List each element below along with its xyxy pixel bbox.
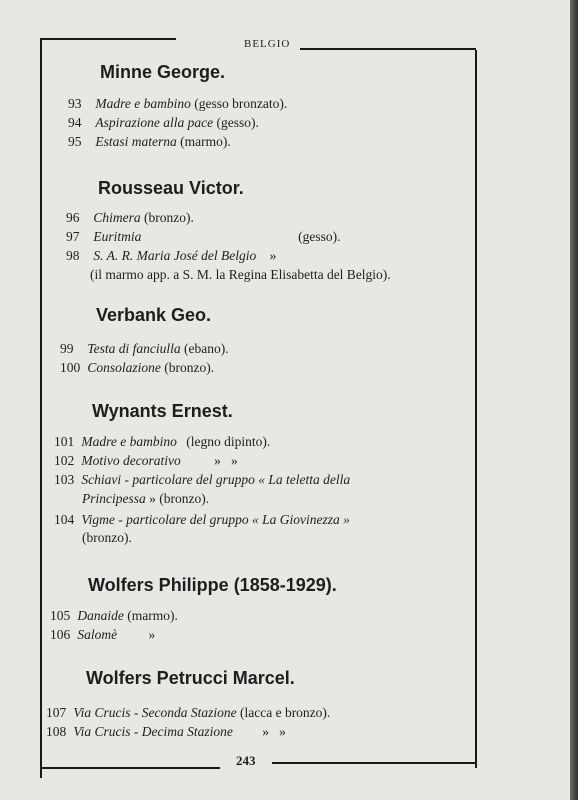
catalog-entry (60, 360, 214, 376)
entry-number: 102 (54, 453, 75, 468)
entry-note: » (269, 248, 277, 263)
entry-number: 108 (46, 724, 67, 739)
entry-number: 93 (68, 96, 82, 111)
book-binding-edge (570, 0, 578, 800)
entry-note: (marmo). (127, 608, 178, 623)
entry-title: Estasi materna (95, 134, 177, 149)
entry-note: (bronzo). (164, 360, 215, 375)
entry-title: Euritmia (93, 229, 142, 244)
entry-number: 104 (54, 512, 75, 527)
catalog-entry (50, 627, 155, 643)
catalog-entry (66, 248, 276, 264)
catalog-entry (68, 96, 287, 112)
entry-number: 95 (68, 134, 82, 149)
entry-title: Via Crucis - Seconda Stazione (73, 705, 237, 720)
catalog-entry (54, 434, 270, 450)
catalog-entry (54, 472, 350, 488)
artist-name: Verbank Geo. (96, 305, 212, 325)
frame-rule-top-left (40, 38, 176, 40)
entry-title: Madre e bambino (81, 434, 177, 449)
artist-name: Wolfers Philippe (1858-1929). (88, 575, 337, 595)
entry-number: 94 (68, 115, 82, 130)
entry-note: (gesso). (298, 229, 341, 244)
entry-title: S. A. R. Maria José del Belgio (93, 248, 257, 263)
entry-number: 96 (66, 210, 80, 225)
entry-number: 107 (46, 705, 67, 720)
entry-title: Danaide (77, 608, 124, 623)
entry-number: 101 (54, 434, 75, 449)
entry-title: Salomè (77, 627, 118, 642)
catalog-entry-continued (82, 530, 132, 546)
entry-title: Chimera (93, 210, 141, 225)
entry-title: Madre e bambino (95, 96, 191, 111)
entry-note: (marmo). (180, 134, 231, 149)
catalog-entry (66, 210, 194, 226)
entry-note: » » (262, 724, 286, 739)
entry-number: 106 (50, 627, 71, 642)
entry-number: 105 (50, 608, 71, 623)
catalog-entry (54, 512, 350, 528)
entry-title: Consolazione (87, 360, 161, 375)
catalog-entry (46, 705, 330, 721)
catalog-entry (46, 724, 286, 740)
entry-note: (gesso bronzato). (194, 96, 288, 111)
entry-note: » » (214, 453, 238, 468)
entry-number: 103 (54, 472, 75, 487)
catalog-entry-continued (90, 267, 391, 283)
entry-number: 98 (66, 248, 80, 263)
entry-note: (legno dipinto). (186, 434, 271, 449)
entry-number: 99 (60, 341, 74, 356)
artist-name: Rousseau Victor. (98, 178, 244, 198)
artist-name: Wynants Ernest. (92, 401, 233, 421)
entry-note: (il marmo app. a S. M. la Regina Elisabetta del Belgio). (90, 267, 391, 282)
page-number: 243 (236, 753, 256, 768)
entry-note: (gesso). (216, 115, 259, 130)
artist-name: Minne George. (100, 62, 226, 82)
entry-note: » (148, 627, 156, 642)
catalog-entry-continued (82, 491, 209, 507)
entry-title: Motivo decorativo (81, 453, 181, 468)
catalog-entry (66, 229, 341, 245)
frame-rule-left (40, 38, 42, 778)
entry-title: Principessa (82, 491, 146, 506)
catalog-entry (50, 608, 178, 624)
entry-title: Via Crucis - Decima Stazione (73, 724, 233, 739)
catalog-entry (68, 134, 231, 150)
entry-note: (lacca e bronzo). (239, 705, 331, 720)
entry-number: 97 (66, 229, 80, 244)
entry-title: Aspirazione alla pace (95, 115, 214, 130)
running-head: BELGIO (244, 38, 291, 50)
frame-rule-top-right (300, 48, 476, 50)
catalog-entry (68, 115, 259, 131)
frame-rule-right (475, 50, 477, 768)
entry-number: 100 (60, 360, 81, 375)
catalog-entry (54, 453, 238, 469)
entry-title: Vigme - particolare del gruppo « La Giovinezza » (81, 512, 350, 527)
entry-note: (ebano). (184, 341, 229, 356)
catalog-entry (60, 341, 229, 357)
frame-rule-bottom-left (40, 767, 220, 769)
frame-rule-bottom-right (272, 762, 476, 764)
entry-title: Schiavi - particolare del gruppo « La teletta della (81, 472, 351, 487)
entry-title: Testa di fanciulla (87, 341, 181, 356)
entry-note: » (bronzo). (149, 491, 210, 506)
artist-name: Wolfers Petrucci Marcel. (86, 668, 295, 688)
entry-note: (bronzo). (144, 210, 194, 225)
entry-note: (bronzo). (82, 530, 132, 545)
